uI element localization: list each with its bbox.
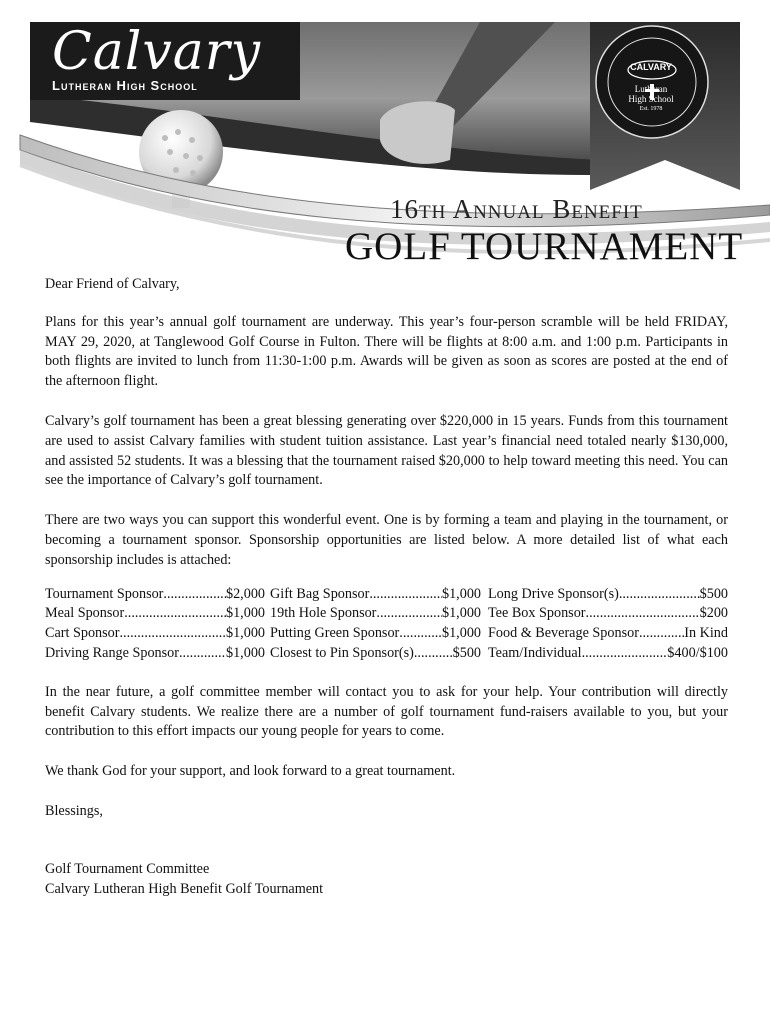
sponsorship-item: Driving Range Sponsor ..... $1,000 (45, 644, 265, 664)
seal-name: CALVARY (630, 62, 672, 72)
school-logo-wordmark: Calvary (52, 22, 262, 82)
sponsorship-item: Putting Green Sponsor ..... $1,000 (270, 624, 481, 644)
greeting: Dear Friend of Calvary, (45, 276, 180, 292)
sponsorship-item: Cart Sponsor ..... $1,000 (45, 624, 265, 644)
sponsorship-item: Tournament Sponsor ..... $2,000 (45, 585, 265, 605)
letter-body (45, 275, 728, 899)
seal-est: Est. 1978 (639, 106, 663, 112)
school-logo-subtitle: Lutheran High School (52, 78, 198, 93)
sponsorship-column-1 (45, 585, 265, 664)
paragraph-contact: In the near future, a golf committee member will contact you to ask for your help. Your contribution will directly benefit Calvary students. We realize there are a number of golf tournament fund-raisers available to you, but your contribution to this effort impacts our young people for years to come. (45, 683, 728, 740)
signature-block (45, 860, 728, 900)
closing: Blessings, (45, 802, 103, 819)
header-banner (0, 0, 770, 280)
school-seal (613, 62, 689, 114)
sponsorship-item: Closest to Pin Sponsor(s) ..... $500 (270, 644, 481, 664)
sponsorship-column-3 (488, 585, 728, 664)
seal-line2: Lutheran (634, 84, 668, 94)
sponsorship-item: 19th Hole Sponsor ..... $1,000 (270, 604, 481, 624)
sponsorship-column-2 (270, 585, 481, 664)
sponsorship-item: Food & Beverage Sponsor ..... In Kind (488, 624, 728, 644)
signature-line-1: Golf Tournament Committee (45, 860, 210, 877)
sponsorship-item: Team/Individual ..... $400/$100 (488, 644, 728, 664)
paragraph-tournament-details: Plans for this year’s annual golf tournament are underway. This year’s four-person scramble will be held FRIDAY, MAY 29, 2020, at Tanglewood Golf Course in Fulton. There will be flights at 8:00 a.m. and 1:00 p.m. Participants in both flights are invited to lunch from 11:30-1:00 p.m. Awards will be given as soon as scores are posted at the end of the afternoon flight. (45, 313, 728, 390)
sponsorship-list (45, 585, 728, 664)
event-title: GOLF TOURNAMENT (345, 225, 744, 268)
event-subtitle: 16th Annual Benefit (390, 194, 643, 224)
paragraph-thanks: We thank God for your support, and look forward to a great tournament. (45, 763, 456, 780)
sponsorship-item: Meal Sponsor ..... $1,000 (45, 604, 265, 624)
paragraph-support-ways: There are two ways you can support this wonderful event. One is by forming a team and playing in the tournament, or becoming a tournament sponsor. Sponsorship opportunities are listed below. A more detailed list of what each sponsorship includes is attached: (45, 512, 728, 568)
sponsorship-item: Long Drive Sponsor(s) ..... $500 (488, 585, 728, 605)
signature-line-2: Calvary Lutheran High Benefit Golf Tournament (45, 880, 324, 897)
paragraph-blessing: Calvary’s golf tournament has been a great blessing generating over $220,000 in 15 years. Funds from this tournament are used to assist Calvary families with student tuition assistance. Last year’s financial need totaled nearly $130,000, and assisted 52 students. It was a blessing that the tournament raised $20,000 to help toward meeting this need. You can see the importance of Calvary’s golf tournament. (45, 412, 728, 489)
sponsorship-item: Tee Box Sponsor ..... $200 (488, 604, 728, 624)
seal-line3: High School (628, 94, 674, 104)
sponsorship-item: Gift Bag Sponsor ..... $1,000 (270, 585, 481, 605)
